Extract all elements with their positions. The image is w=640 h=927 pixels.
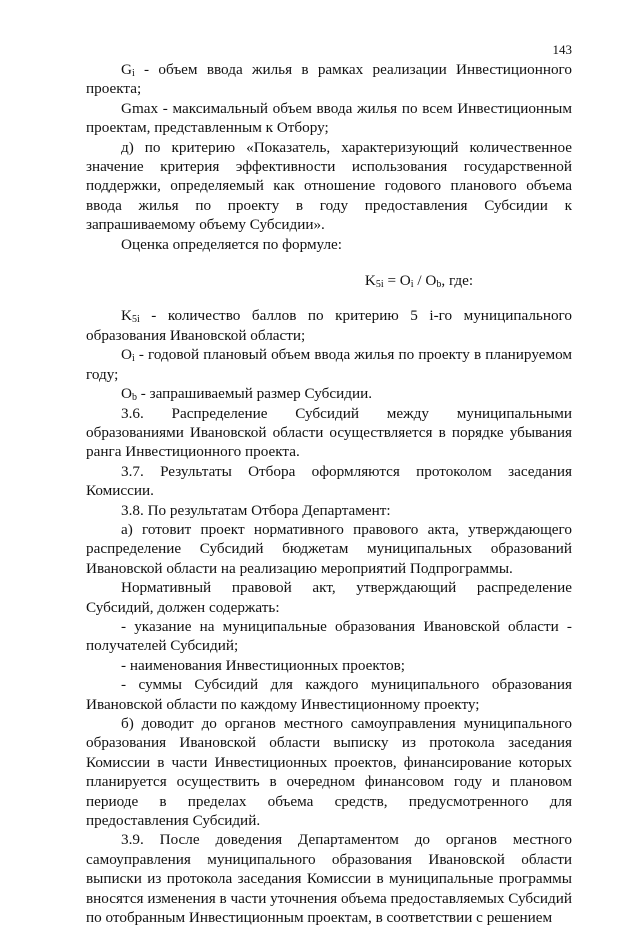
paragraph-ob: $O_b$ - запрашиваемый размер Субсидии. xyxy=(121,385,373,404)
paragraph-gi: $G_i$ - объем ввода жилья в рамках реализации Инвестиционного проекта; xyxy=(86,61,572,98)
paragraph-gmax: Gmax - максимальный объем ввода жилья по всем Инвестиционным проектам, представленным к Отбору; xyxy=(86,99,572,137)
paragraph-oi: $O_i$ - годовой плановый объем ввода жилья по проекту в планируемом году; xyxy=(86,346,572,383)
paragraph-formula-intro: Оценка определяется по формуле: xyxy=(121,235,343,253)
paragraph-3-8-b: б) доводит до органов местного самоуправления муниципального образования Ивановской области выписку из протокола заседания Комиссии в части Инвестиционных проектов, финансирование которых планируется осуществить в очередном финансовом году и плановом периоде в пределах объема средств, предусмотренного для предоставления Субсидий. xyxy=(86,715,572,830)
paragraph-criterion-d: д) по критерию «Показатель, характеризующий количественное значение критерия эффективности использования государственной поддержки, определяемый как отношение годового планового объема ввода жилья по проекту в году предоставления Субсидии к запрашиваемому объему Субсидии». xyxy=(86,138,572,234)
paragraph-npa-contents: Нормативный правовой акт, утверждающий распределение Субсидий, должен содержать: xyxy=(86,579,572,616)
paragraph-3-8-a: а) готовит проект нормативного правового акта, утверждающего распределение Субсидий бюджетам муниципальных образований Ивановской области на реализацию мероприятий Подпрограммы. xyxy=(86,520,572,577)
list-item-recipients: - указание на муниципальные образования Ивановской области - получателей Субсидий; xyxy=(86,617,572,655)
document-body xyxy=(86,60,572,927)
paragraph-3-7: 3.7. Результаты Отбора оформляются протоколом заседания Комиссии. xyxy=(86,462,572,500)
list-item-subsidy-amounts: - суммы Субсидий для каждого муниципального образования Ивановской области по каждому Инвестиционному проекту; xyxy=(86,676,572,713)
paragraph-3-9: 3.9. После доведения Департаментом до органов местного самоуправления муниципального образования Ивановской области выписки из протокола заседания Комиссии в муниципальные программы вносятся изменения в части уточнения объема предоставляемых Субсидий по отобранным Инвестиционным проектам, в соответствии с решением xyxy=(86,831,572,927)
paragraph-k5i: $K_{5i}$ - количество баллов по критерию 5 i-го муниципального образования Ивановской области; xyxy=(86,307,572,344)
paragraph-3-8: 3.8. По результатам Отбора Департамент: xyxy=(121,501,391,519)
formula: $K_{5i} = O_i / O_b$, где: xyxy=(364,272,474,291)
list-item-project-names: - наименования Инвестиционных проектов; xyxy=(121,656,406,674)
paragraph-3-6: 3.6. Распределение Субсидий между муниципальными образованиями Ивановской области осуществляется в порядке убывания ранга Инвестиционного проекта. xyxy=(86,404,572,461)
page-number: 143 xyxy=(552,42,572,57)
